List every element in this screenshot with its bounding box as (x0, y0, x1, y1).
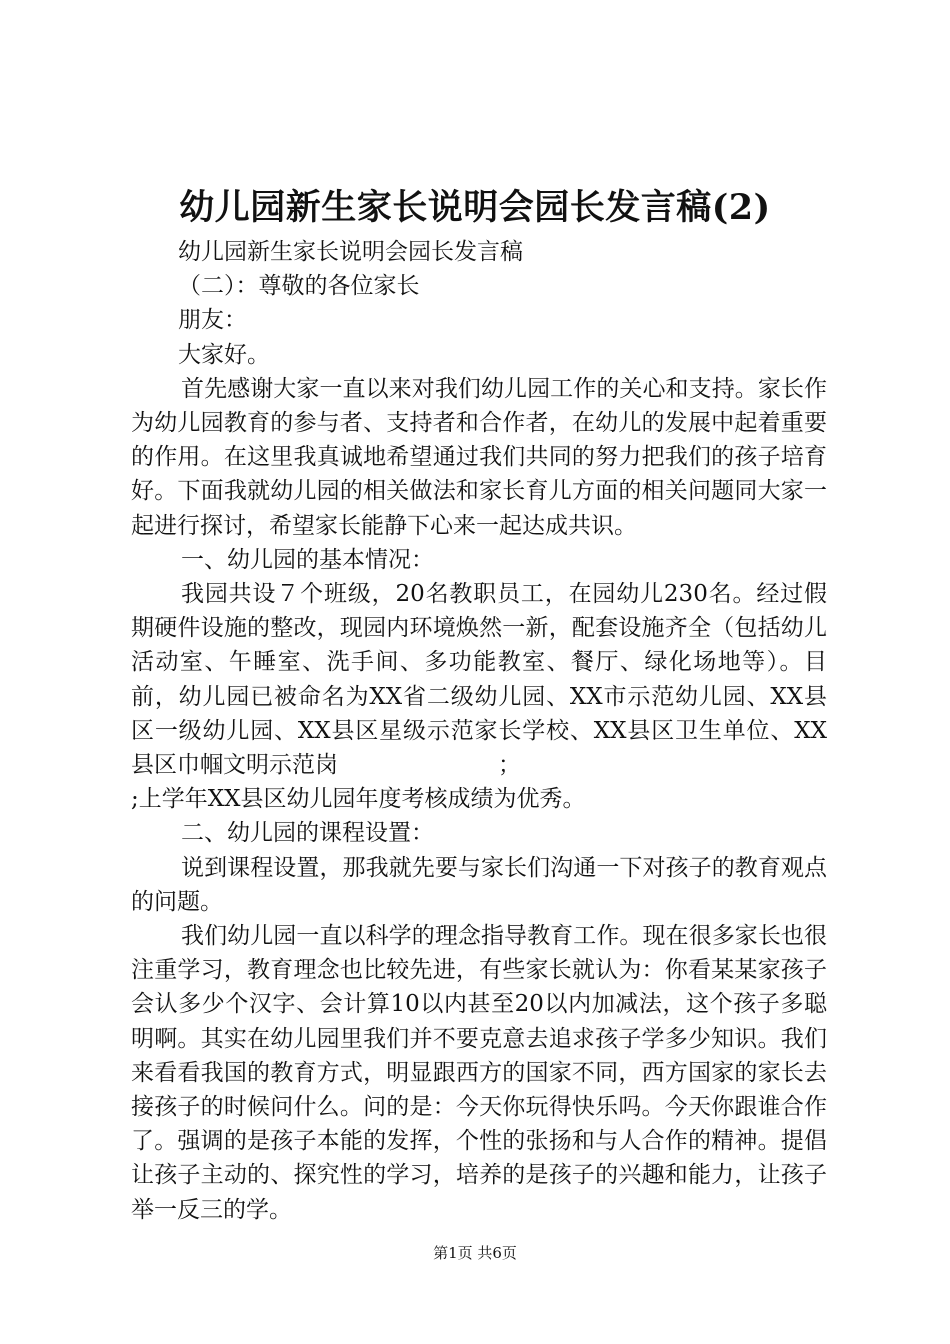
paragraph-subtitle: 幼儿园新生家长说明会园长发言稿 (178, 239, 523, 265)
paragraph-education-philosophy: 我们幼儿园一直以科学的理念指导教育工作。现在很多家长也很注重学习，教育理念也比较先进，有些家长就认为：你看某某家孩子会认多少个汉字、会计算10以内甚至20以内加减法，这个孩子多聪明啊。其实在幼儿园里我们并不要克意去追求孩子学多少知识。我们来看看我国的教育方式，明显跟西方的国家不同，西方国家的家长去接孩子的时候问什么。问的是：今天你玩得快乐吗。今天你跟谁合作了。强调的是孩子本能的发挥，个性的张扬和与人合作的精神。提倡让孩子主动的、探究性的学习，培养的是孩子的兴趣和能力，让孩子举一反三的学。 (131, 923, 827, 1223)
document-body (131, 235, 827, 1227)
document-title: 幼儿园新生家长说明会园长发言稿(2) (179, 187, 771, 228)
paragraph-basic-info (131, 577, 827, 782)
paragraph-basic-info-end: ;上学年XX县区幼儿园年度考核成绩为优秀。 (131, 786, 586, 813)
basic-info-semicolon: ； (498, 752, 521, 779)
paragraph-salutation-cont: 朋友： (178, 307, 247, 334)
basic-info-text: 我园共设７个班级，20名教职员工，在园幼儿230名。经过假期硬件设施的整改，现园内环境焕然一新，配套设施齐全（包括幼儿活动室、午睡室、洗手间、多功能教室、餐厅、绿化场地等）。目前，幼儿园已被命名为XX省二级幼儿园、XX市示范幼儿园、XX县区一级幼儿园、XX县区星级示范家长学校、XX县区卫生单位、XX县区巾帼文明示范岗 (131, 581, 827, 779)
paragraph-greeting: 大家好。 (178, 341, 270, 368)
paragraph-intro: 首先感谢大家一直以来对我们幼儿园工作的关心和支持。家长作为幼儿园教育的参与者、支持者和合作者，在幼儿的发展中起着重要的作用。在这里我真诚地希望通过我们共同的努力把我们的孩子培育好。下面我就幼儿园的相关做法和家长育儿方面的相关问题同大家一起进行探讨，希望家长能静下心来一起达成共识。 (131, 375, 827, 539)
page-footer: 第1页 共6页 (433, 1244, 517, 1262)
paragraph-curriculum: 说到课程设置，那我就先要与家长们沟通一下对孩子的教育观点的问题。 (131, 854, 827, 915)
section-heading-curriculum: 二、幼儿园的课程设置： (181, 820, 434, 847)
paragraph-salutation: （二）：尊敬的各位家长 (178, 273, 420, 300)
section-heading-basic-info: 一、幼儿园的基本情况： (181, 546, 434, 573)
